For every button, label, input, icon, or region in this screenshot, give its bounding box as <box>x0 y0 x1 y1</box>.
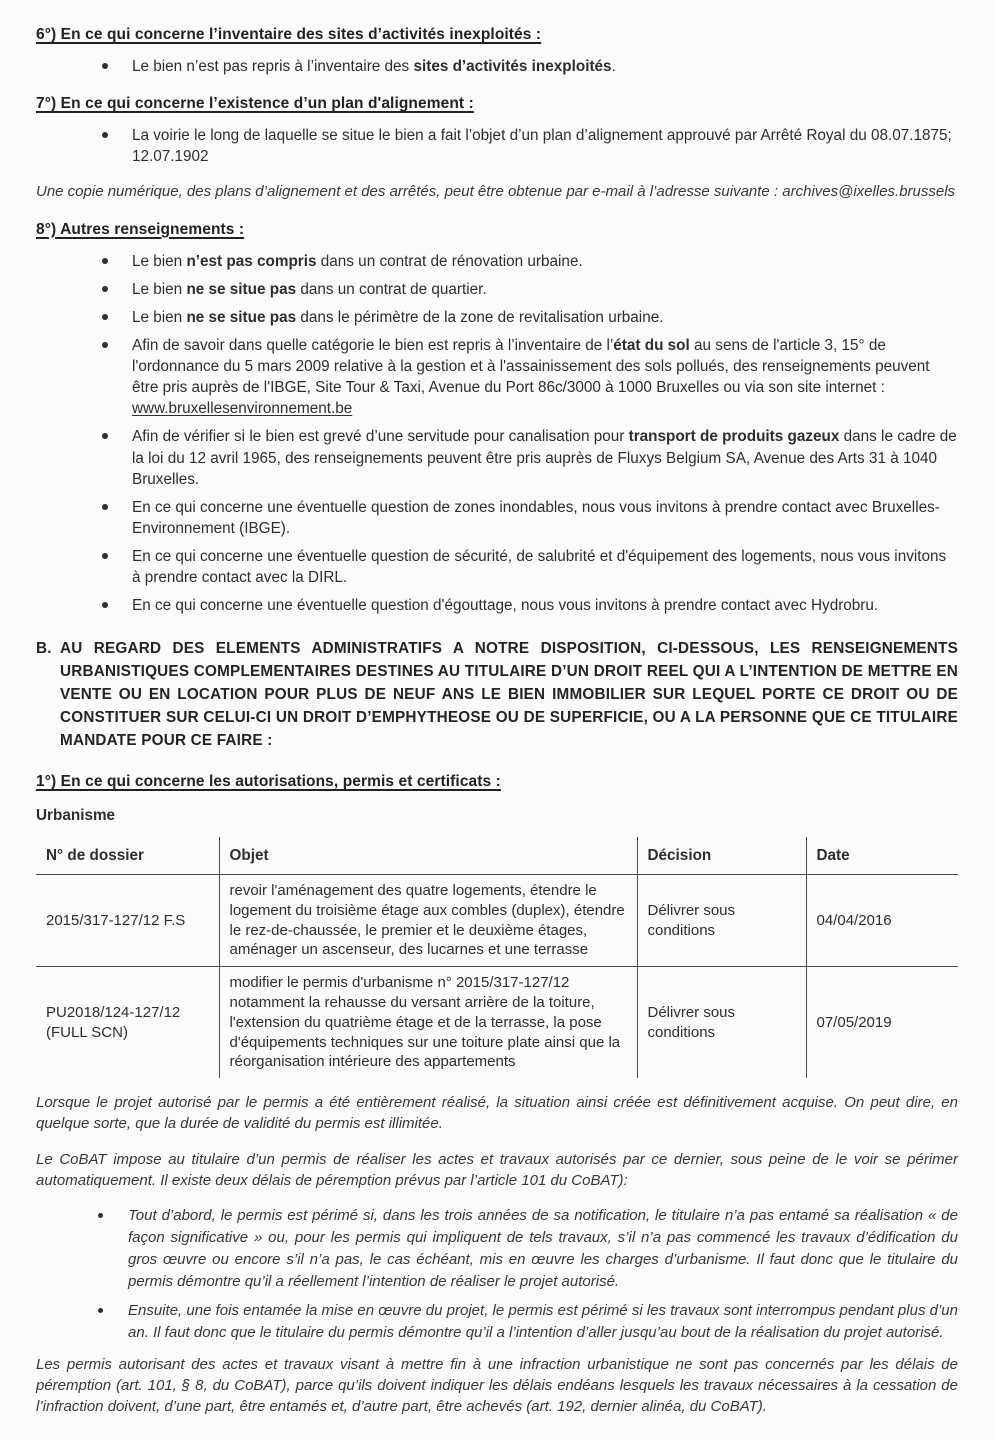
table-row <box>36 967 958 1078</box>
bullet-item <box>102 125 958 167</box>
note-paragraph-validity: Lorsque le projet autorisé par le permis a été entièrement réalisé, la situation ainsi créée est définitivement acquise. On peut dire, en quelque sorte, que la durée de validité du permis est illimitée. <box>36 1094 958 1133</box>
bullet-item <box>102 307 958 328</box>
permits-table <box>36 837 958 1078</box>
bullet-item <box>98 1205 958 1292</box>
bullet-item <box>102 335 958 419</box>
note-paragraph-cobat: Le CoBAT impose au titulaire d’un permis de réaliser les actes et travaux autorisés par ce dernier, sous peine de le voir se périmer automatiquement. Il existe deux délais de péremption prévus par l’article 101 du CoBAT): <box>36 1150 958 1190</box>
cobat-bullets <box>36 1205 958 1344</box>
section-7-bullets <box>36 125 958 167</box>
section-8-heading: 8°) Autres renseignements : <box>36 220 245 238</box>
bullet-item <box>102 546 958 588</box>
cell-dossier: PU2018/124-127/12 (FULL SCN) <box>46 1004 181 1041</box>
bullet-text-pre: Afin de vérifier si le bien est grevé d’une servitude pour canalisation pour <box>132 428 629 446</box>
column-header-dossier: N° de dossier <box>36 837 219 875</box>
bullet-text-pre: Le bien <box>132 308 187 326</box>
cell-decision: Délivrer sous conditions <box>637 967 806 1078</box>
section-6-bullets <box>36 56 958 77</box>
table-header-row <box>36 837 958 875</box>
bullet-item <box>102 497 958 539</box>
bullet-item <box>98 1300 958 1344</box>
bullet-text-post: au sens de l'article 3, 15° de l'ordonnance du 5 mars 2009 relative à la gestion et à l'assainissement des sols pollués, des renseignements peuvent être pris auprès de l'IBGE, Site Tour & Taxi, Avenue du Port 86c/3000 à 1000 Bruxelles ou via son site internet : <box>132 336 930 397</box>
bullet-text: En ce qui concerne une éventuelle question d'égouttage, nous vous invitons à prendre contact avec Hydrobru. <box>132 597 879 615</box>
cell-date: 04/04/2016 <box>806 874 958 966</box>
section-6-heading: 6°) En ce qui concerne l’inventaire des sites d’activités inexploités : <box>36 26 542 43</box>
bullet-text-pre: Le bien <box>132 252 187 270</box>
bullet-text: La voirie le long de laquelle se situe le bien a fait l’objet d’un plan d’alignement approuvé par Arrêté Royal du 08.07.1875; 12.07.1902 <box>132 127 952 166</box>
table-row <box>36 874 958 966</box>
bullet-text-bold: n’est pas compris <box>186 252 317 270</box>
column-header-date: Date <box>806 837 958 875</box>
paragraph-b-text: AU REGARD DES ELEMENTS ADMINISTRATIFS A NOTRE DISPOSITION, CI-DESSOUS, LES RENSEIGNEMENTS URBANISTIQUES COMPLEMENTAIRES DESTINES AU TITULAIRE D’UN DROIT REEL QUI A L’INTENTION DE METTRE EN VENTE OU EN LOCATION POUR PLUS DE NEUF ANS LE BIEN IMMOBILIER SUR LEQUEL PORTE CE DROIT OU DE CONSTITUER SUR CELUI-CI UN DROIT D’EMPHYTHEOSE OU DE SUPERFICIE, OU A LA PERSONNE QUE CE TITULAIRE MANDATE POUR CE FAIRE : <box>60 640 958 750</box>
bullet-text: En ce qui concerne une éventuelle question de sécurité, de salubrité et d'équipement des logements, nous vous invitons à prendre contact avec la DIRL. <box>132 547 947 587</box>
bullet-text-post: dans le périmètre de la zone de revitalisation urbaine. <box>296 308 664 326</box>
cell-objet: revoir l'aménagement des quatre logements, étendre le logement du troisième étage aux combles (duplex), étendre le rez-de-chaussée, le premier et le deuxième étages, aménager un ascenseur, des lucarnes et une terrasse <box>219 874 637 966</box>
cell-decision: Délivrer sous conditions <box>637 874 806 966</box>
cell-dossier: 2015/317-127/12 F.S <box>36 874 219 966</box>
bullet-text-bold: transport de produits gazeux <box>628 428 840 446</box>
paragraph-b <box>36 638 958 753</box>
bullet-text-pre: Afin de savoir dans quelle catégorie le bien est repris à l’inventaire de l’ <box>132 336 614 354</box>
bullet-text-bold: sites d’activités inexploités <box>413 58 612 75</box>
bullet-text-bold: ne se situe pas <box>186 308 297 326</box>
bullet-text-post: . <box>611 58 616 75</box>
bullet-item <box>102 426 958 489</box>
section-1-heading: 1°) En ce qui concerne les autorisations, permis et certificats : <box>36 772 501 790</box>
note-paragraph-infraction: Les permis autorisant des actes et travaux visant à mettre fin à une infraction urbanistique ne sont pas concernés par les délais de péremption (art. 101, § 8, du CoBAT), parce qu’ils doivent indiquer les délais endéans lesquels les travaux nécessaires à la cessation de l’infraction doivent, d’une part, être entamés et, d’autre part, être achevés (art. 192, dernier alinéa, du CoBAT). <box>36 1355 958 1416</box>
bullet-item <box>102 279 958 300</box>
column-header-decision: Décision <box>637 837 806 875</box>
alignment-copy-note: Une copie numérique, des plans d’alignement et des arrêtés, peut être obtenue par e-mail à l’adresse suivante : archives@ixelles.brussels <box>36 183 956 201</box>
bullet-text: Tout d’abord, le permis est périmé si, dans les trois années de sa notification, le titulaire n’a pas entamé sa réalisation « de façon significative » ou, pour les permis qui impliquent de tels travaux, s’il n’a pas commencé les travaux d’édification du gros œuvre ou encore s’il n’a pas, le cas échéant, mis en œuvre les charges d’urbanisme. Il faut donc que le titulaire du permis démontre qu’il a réellement l’intention de réaliser le projet autorisé. <box>128 1207 958 1290</box>
bullet-item <box>102 56 958 77</box>
bullet-text-bold: état du sol <box>613 336 690 354</box>
bullet-text-post: dans un contrat de rénovation urbaine. <box>316 252 583 270</box>
bullet-text-pre: Le bien n’est pas repris à l’inventaire des <box>132 58 414 75</box>
bullet-text: En ce qui concerne une éventuelle question de zones inondables, nous vous invitons à prendre contact avec Bruxelles-Environnement (IBGE). <box>132 498 940 537</box>
bullet-text-pre: Le bien <box>132 280 187 298</box>
section-8-bullets <box>36 251 958 617</box>
urbanisme-subheading: Urbanisme <box>36 806 116 824</box>
bullet-item <box>102 251 958 272</box>
bullet-text-post: dans un contrat de quartier. <box>296 280 487 298</box>
section-7-heading: 7°) En ce qui concerne l’existence d’un plan d'alignement : <box>36 95 474 113</box>
bullet-item <box>102 595 958 616</box>
environment-website-url: www.bruxellesenvironnement.be <box>132 400 353 418</box>
bullet-text-bold: ne se situe pas <box>186 280 297 298</box>
bullet-text-post: dans le cadre de la loi du 12 avril 1965, des renseignements peuvent être pris auprès de Fluxys Belgium SA, Avenue des Arts 31 à 1040 Bruxelles. <box>132 428 957 488</box>
bullet-text: Ensuite, une fois entamée la mise en œuvre du projet, le permis est périmé si les travaux sont interrompus pendant plus d’un an. Il faut donc que le titulaire du permis démontre qu’il a l’intention d’aller jusqu’au bout de la réalisation du projet autorisé. <box>128 1302 958 1342</box>
cell-objet: modifier le permis d'urbanisme n° 2015/317-127/12 notamment la rehausse du versant arrière de la toiture, l'extension du quatrième étage et de la terrasse, la pose d'équipements techniques sur une toiture plate ainsi que la réorganisation intérieure des appartements <box>219 967 637 1078</box>
cell-date: 07/05/2019 <box>806 967 958 1078</box>
column-header-objet: Objet <box>219 837 637 875</box>
paragraph-b-marker: B. <box>36 640 52 658</box>
